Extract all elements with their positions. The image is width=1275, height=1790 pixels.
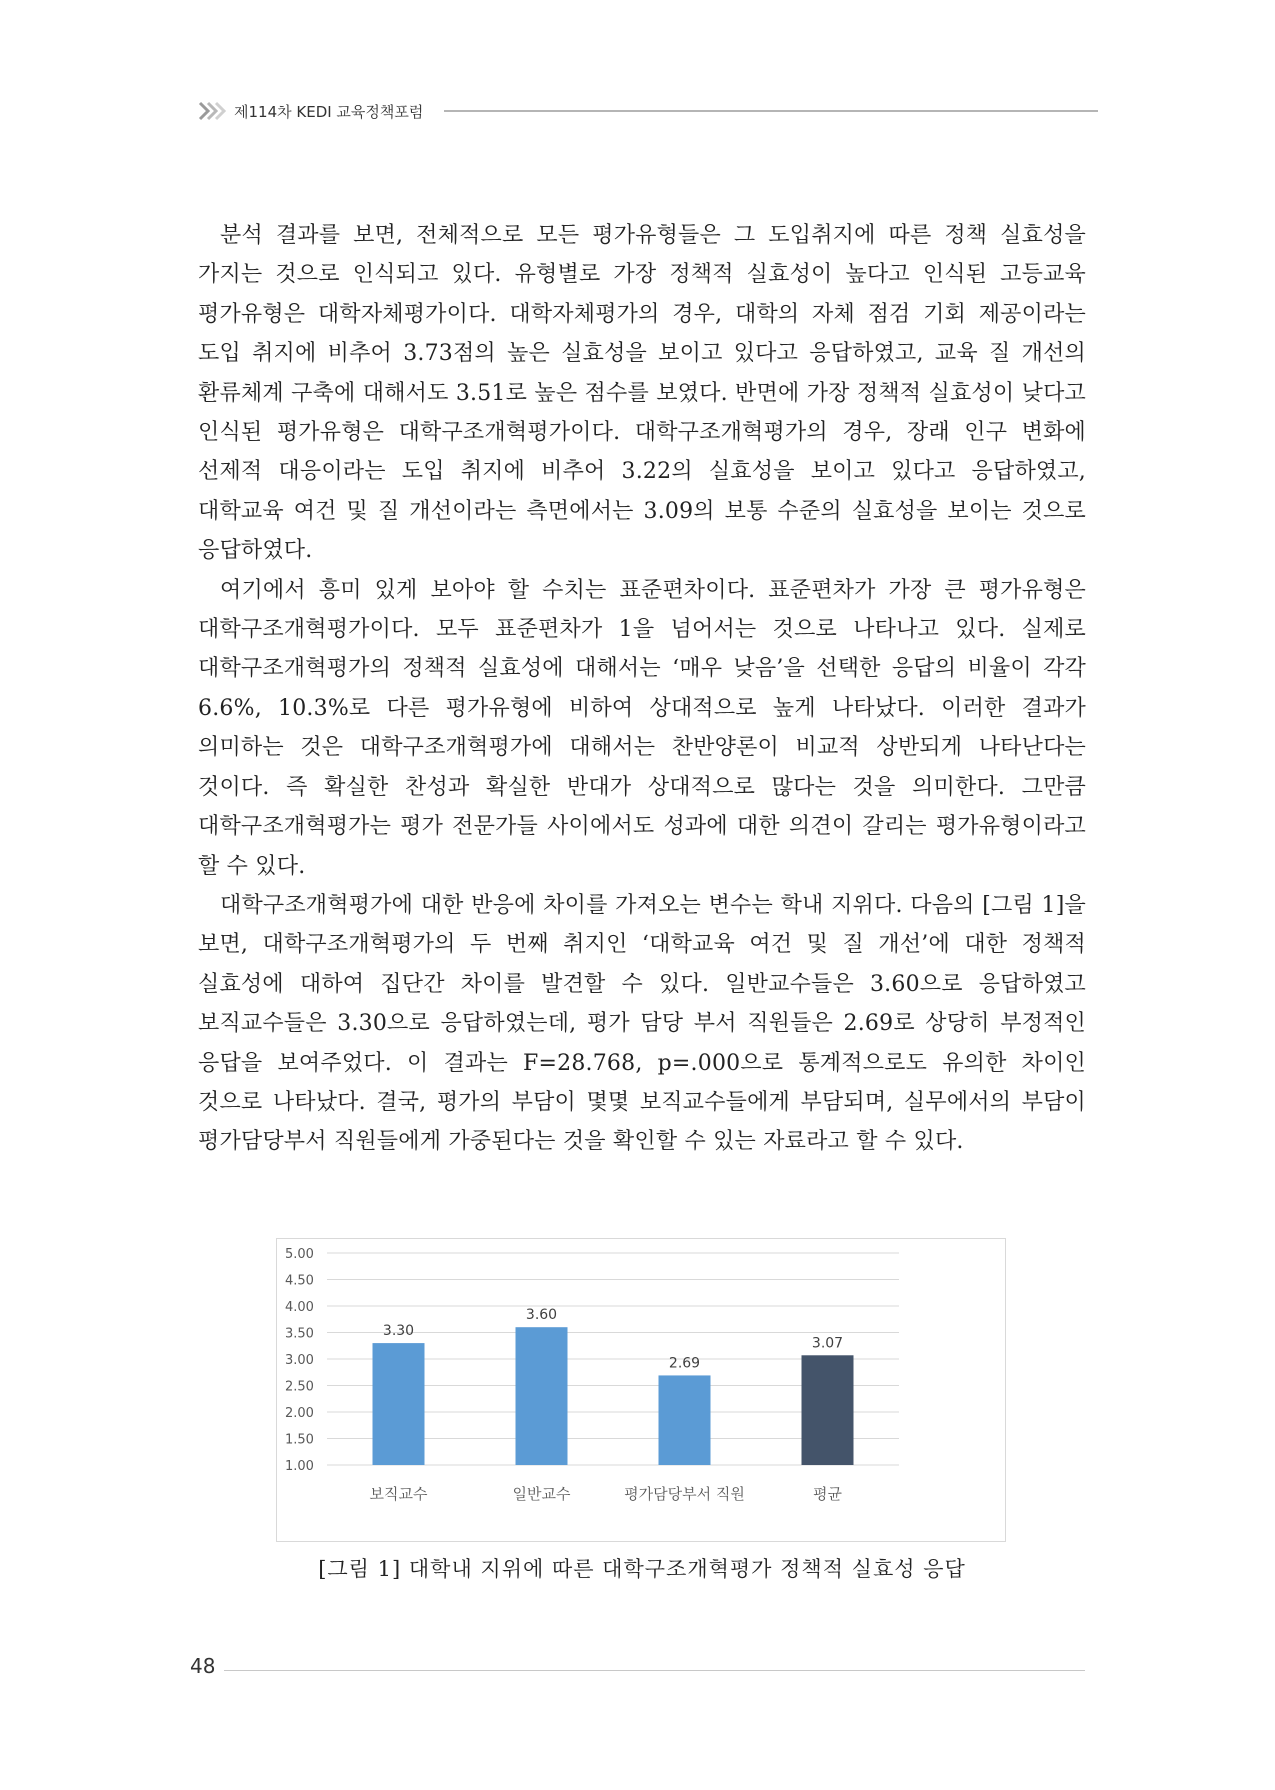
y-tick-label: 2.50 (285, 1379, 314, 1395)
y-tick-label: 1.00 (285, 1459, 314, 1474)
data-label: 3.60 (525, 1307, 558, 1324)
bar (373, 1343, 425, 1465)
bar (659, 1375, 711, 1465)
x-tick-label: 보직교수 (369, 1485, 428, 1503)
footer-rule (224, 1670, 1085, 1671)
y-tick-label: 4.00 (285, 1300, 314, 1315)
y-tick-label: 4.50 (285, 1273, 314, 1289)
bar (516, 1327, 568, 1465)
page-number: 48 (190, 1654, 216, 1678)
running-header (198, 96, 1098, 126)
paragraph: 분석 결과를 보면, 전체적으로 모든 평가유형들은 그 도입취지에 따른 정책 실효성을 가지는 것으로 인식되고 있다. 유형별로 가장 정책적 실효성이 높다고 인식된 고등교육 평가유형은 대학자체평가이다. 대학자체평가의 경우, 대학의 자체 점검 기회 제공이라는 도입 취지에 비추어 3.73점의 높은 실효성을 보이고 있다고 응답하였고, 교육 질 개선의 환류체계 구축에 대해서도 3.51로 높은 점수를 보였다. 반면에 가장 정책적 실효성이 낮다고 인식된 평가유형은 대학구조개혁평가이다. 대학구조개혁평가의 경우, 장래 인구 변화에 선제적 대응이라는 도입 취지에 비추어 3.22의 실효성을 보이고 있다고 응답하였고, 대학교육 여건 및 질 개선이라는 측면에서는 3.09의 보통 수준의 실효성을 보이는 것으로 응답하였다. (198, 223, 1086, 564)
bar (802, 1355, 854, 1465)
bar-chart (277, 1239, 1005, 1541)
paragraph: 여기에서 흥미 있게 보아야 할 수치는 표준편차이다. 표준편차가 가장 큰 평가유형은 대학구조개혁평가이다. 모두 표준편차가 1을 넘어서는 것으로 나타나고 있다. 실제로 대학구조개혁평가의 정책적 실효성에 대해서는 ‘매우 낮음’을 선택한 응답의 비율이 각각 6.6%, 10.3%로 다른 평가유형에 비하여 상대적으로 높게 나타났다. 이러한 결과가 의미하는 것은 대학구조개혁평가에 대해서는 찬반양론이 비교적 상반되게 나타난다는 것이다. 즉 확실한 찬성과 확실한 반대가 상대적으로 많다는 것을 의미한다. 그만큼 대학구조개혁평가는 평가 전문가들 사이에서도 성과에 대한 의견이 갈리는 평가유형이라고 할 수 있다. (198, 577, 1086, 879)
y-tick-label: 3.00 (285, 1353, 314, 1368)
data-label: 3.30 (382, 1323, 415, 1340)
x-tick-label: 평가담당부서 직원 (624, 1485, 745, 1503)
body-text (198, 216, 1086, 1162)
x-tick-label: 평균 (813, 1485, 842, 1503)
figure-1 (276, 1238, 1006, 1542)
y-tick-label: 2.00 (285, 1406, 314, 1421)
paragraph: 대학구조개혁평가에 대한 반응에 차이를 가져오는 변수는 학내 지위다. 다음의 [그림 1]을 보면, 대학구조개혁평가의 두 번째 취지인 ‘대학교육 여건 및 질 개선’에 대한 정책적 실효성에 대하여 집단간 차이를 발견할 수 있다. 일반교수들은 3.60으로 응답하였고 보직교수들은 3.30으로 응답하였는데, 평가 담당 부서 직원들은 2.69로 상당히 부정적인 응답을 보여주었다. 이 결과는 F=28.768, p=.000으로 통계적으로도 유의한 차이인 것으로 나타났다. 결국, 평가의 부담이 몇몇 보직교수들에게 부담되며, 실무에서의 부담이 평가담당부서 직원들에게 가중된다는 것을 확인할 수 있는 자료라고 할 수 있다. (198, 892, 1086, 1155)
double-chevron-icon (198, 100, 226, 122)
header-rule (444, 110, 1098, 112)
y-tick-label: 1.50 (285, 1432, 314, 1448)
figure-caption: [그림 1] 대학내 지위에 따른 대학구조개혁평가 정책적 실효성 응답 (318, 1557, 966, 1581)
y-tick-label: 5.00 (285, 1247, 314, 1262)
data-label: 2.69 (668, 1355, 701, 1372)
y-tick-label: 3.50 (285, 1326, 314, 1342)
header-title: 제114차 KEDI 교육정책포럼 (234, 103, 424, 121)
x-tick-label: 일반교수 (512, 1485, 571, 1503)
data-label: 3.07 (811, 1335, 844, 1352)
